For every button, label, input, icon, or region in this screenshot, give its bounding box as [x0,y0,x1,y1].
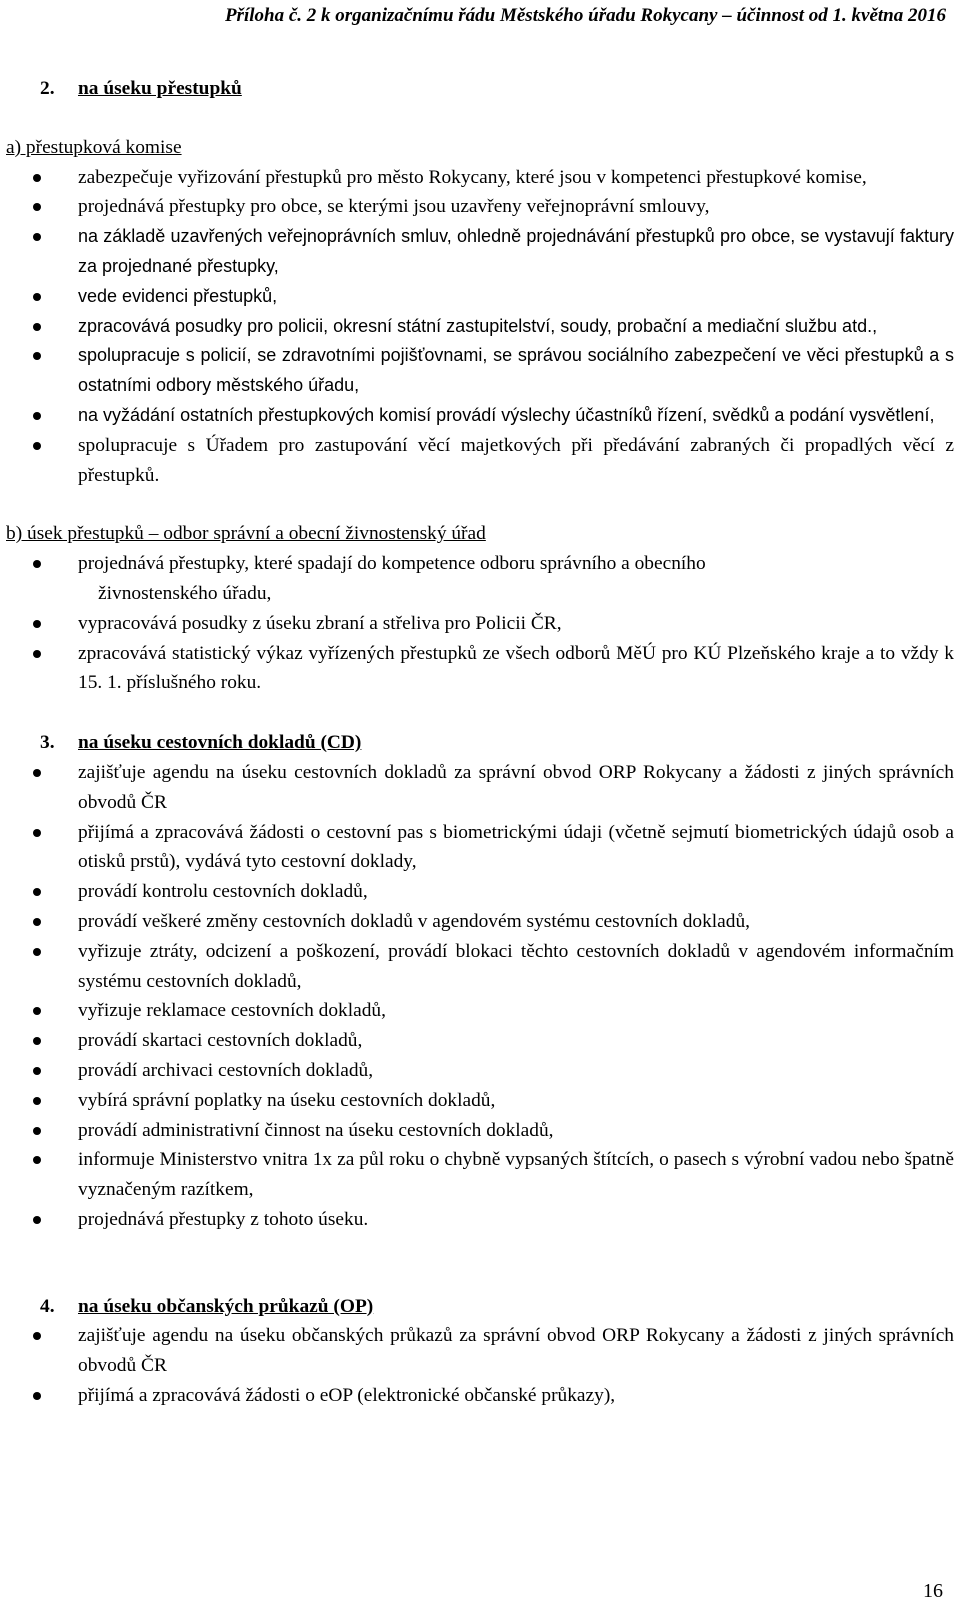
list-item: informuje Ministerstvo vnitra 1x za půl roku o chybně vypsaných štítcích, o pasech s výrobní vadou nebo špatně vyznačeným razítkem, [6,1145,954,1205]
list-item: provádí veškeré změny cestovních dokladů v agendovém systému cestovních dokladů, [6,907,954,937]
section-4-list [6,1321,954,1410]
subsection-b-heading: b) úsek přestupků – odbor správní a obecní živnostenský úřad [6,523,486,545]
list-item: provádí skartaci cestovních dokladů, [6,1026,954,1056]
list-item: zajišťuje agendu na úseku občanských průkazů za správní obvod ORP Rokycany a žádosti z jiných správních obvodů ČR [6,1321,954,1381]
section-2-number: 2. [40,78,55,99]
list-item: vyřizuje reklamace cestovních dokladů, [6,996,954,1026]
list-item: přijímá a zpracovává žádosti o eOP (elektronické občanské průkazy), [6,1381,954,1411]
page-number: 16 [923,1580,943,1602]
list-item: provádí archivaci cestovních dokladů, [6,1056,954,1086]
list-item: projednává přestupky z tohoto úseku. [6,1205,954,1235]
list-item: projednává přestupky pro obce, se kterými jsou uzavřeny veřejnoprávní smlouvy, [6,192,954,222]
list-item: zpracovává posudky pro policii, okresní státní zastupitelství, soudy, probační a mediační službu atd., [6,312,954,342]
document-content [6,74,954,1411]
subsection-b-list [6,549,954,698]
list-item-line: projednává přestupky, které spadají do kompetence odboru správního a obecního [78,553,706,575]
section-4-title: na úseku občanských průkazů (OP) [78,1295,374,1317]
list-item: zajišťuje agendu na úseku cestovních dokladů za správní obvod ORP Rokycany a žádosti z jiných správních obvodů ČR [6,758,954,818]
list-item: na základě uzavřených veřejnoprávních smluv, ohledně projednávání přestupků pro obce, se vystavují faktury za projednané přestupky, [6,222,954,282]
section-2-heading [6,74,954,104]
list-item: spolupracuje s policií, se zdravotními pojišťovnami, se správou sociálního zabezpečení ve věci přestupků a s ostatními odbory městského úřadu, [6,341,954,401]
list-item: spolupracuje s Úřadem pro zastupování věcí majetkových při předávání zabraných či propadlých věcí z přestupků. [6,431,954,491]
subsection-a-list [6,163,954,491]
list-item: vede evidenci přestupků, [6,282,954,312]
list-item-line: živnostenského úřadu, [98,582,272,604]
list-item: vybírá správní poplatky na úseku cestovních dokladů, [6,1086,954,1116]
section-4-number: 4. [40,1295,55,1317]
list-item: na vyžádání ostatních přestupkových komisí provádí výslechy účastníků řízení, svědků a podání vysvětlení, [6,401,954,431]
list-item: zabezpečuje vyřizování přestupků pro město Rokycany, které jsou v kompetenci přestupkové komise, [6,163,954,193]
list-item: provádí kontrolu cestovních dokladů, [6,877,954,907]
section-3-number: 3. [40,732,55,754]
list-item: přijímá a zpracovává žádosti o cestovní pas s biometrickými údaji (včetně sejmutí biometrických údajů osob a otisků prstů), vydává tyto cestovní doklady, [6,818,954,878]
section-4-heading [6,1292,954,1322]
section-3-list [6,758,954,1235]
section-3-title: na úseku cestovních dokladů (CD) [78,732,362,754]
page-header: Příloha č. 2 k organizačnímu řádu Městského úřadu Rokycany – účinnost od 1. května 2016 [224,5,946,26]
list-item: vyřizuje ztráty, odcizení a poškození, provádí blokaci těchto cestovních dokladů v agendovém informačním systému cestovních dokladů, [6,937,954,997]
list-item [6,549,954,609]
list-item: vypracovává posudky z úseku zbraní a střeliva pro Policii ČR, [6,609,954,639]
list-item: zpracovává statistický výkaz vyřízených přestupků ze všech odborů MěÚ pro KÚ Plzeňského kraje a to vždy k 15. 1. příslušného roku. [6,639,954,699]
section-2-title: na úseku přestupků [78,78,242,99]
subsection-a-heading: a) přestupková komise [6,136,182,158]
list-item: provádí administrativní činnost na úseku cestovních dokladů, [6,1116,954,1146]
section-3-heading [6,728,954,758]
